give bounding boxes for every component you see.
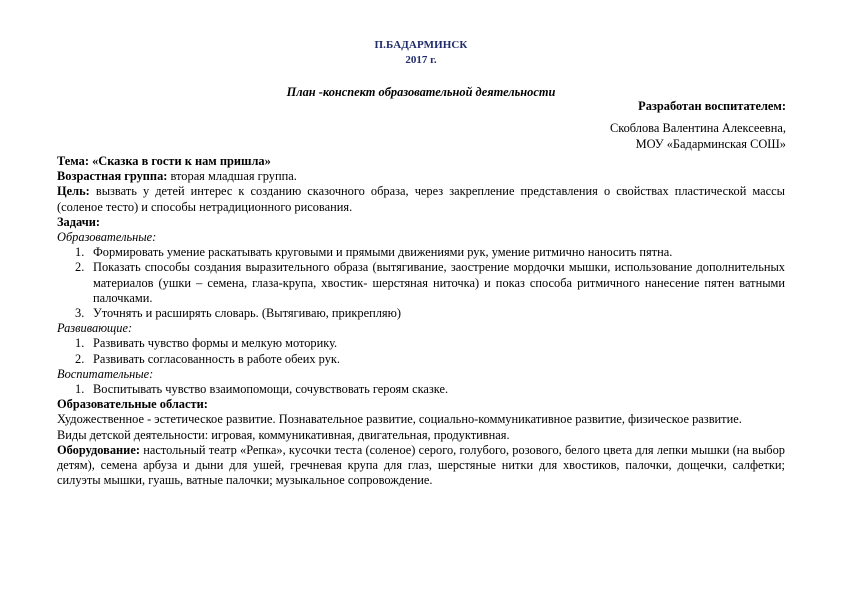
activities-line bbox=[57, 428, 785, 443]
activities-label: Виды детской деятельности: bbox=[57, 427, 209, 442]
equipment-value: настольный театр «Репка», кусочки теста (соленое) серого, голубого, розового, белого цвета для лепки мышки (на выбор детям), семена арбуза и дыни для ушей, гречневая крупа для глаз, шерстяные нитки для хвостиков, палочки, дощечки, салфетки; силуэты мышки, гуашь, ватные палочки; музыкальное сопровождение. bbox=[57, 442, 785, 488]
educational-tasks-list bbox=[57, 245, 785, 321]
activities-value: игровая, коммуникативная, двигательная, продуктивная. bbox=[208, 427, 510, 442]
goal-label: Цель: bbox=[57, 184, 90, 199]
list-item-text: Развивать чувство формы и мелкую моторику. bbox=[93, 336, 338, 351]
list-item: 1. Формировать умение раскатывать круговыми и прямыми движениями рук, умение ритмично наносить пятна. bbox=[75, 245, 673, 260]
developing-tasks-list bbox=[57, 336, 785, 366]
list-item-text: Формировать умение раскатывать круговыми и прямыми движениями рук, умение ритмично наносить пятна. bbox=[93, 245, 673, 260]
place-heading: П.БАДАРМИНСК bbox=[374, 39, 468, 51]
author-organization: МОУ «Бадарминская СОШ» bbox=[635, 137, 786, 151]
theme-line bbox=[57, 154, 785, 169]
goal-value: вызвать у детей интерес к созданию сказочного образа, через закрепление представления о свойствах пластической массы (соленое тесто) и способы нетрадиционного рисования. bbox=[57, 184, 785, 214]
areas-heading: Образовательные области: bbox=[57, 397, 208, 412]
developing-tasks-heading: Развивающие: bbox=[57, 321, 133, 336]
theme-label: Тема: bbox=[57, 154, 89, 168]
equipment-label: Оборудование: bbox=[57, 442, 140, 457]
list-item: 1. Воспитывать чувство взаимопомощи, сочувствовать героям сказке. bbox=[75, 382, 449, 397]
age-group-label: Возрастная группа: bbox=[57, 169, 168, 184]
list-item: 2. Показать способы создания выразительного образа (вытягивание, заострение мордочки мышки, использование дополнительных материалов (ушки – семена, глаза-крупа, хвостик- шерстяная ниточка) и показ способа ритмичного нанесение пятен ватными палочками. bbox=[75, 260, 785, 305]
document-title: План -конспект образовательной деятельности bbox=[286, 85, 556, 99]
author-label: Разработан воспитателем: bbox=[638, 99, 786, 113]
equipment-paragraph bbox=[57, 443, 785, 489]
upbringing-tasks-heading: Воспитательные: bbox=[57, 366, 154, 381]
list-item-text: Показать способы создания выразительного образа (вытягивание, заострение мордочки мышки, использование дополнительных материалов (ушки – семена, глаза-крупа, хвостик- шерстяная ниточка) и показ способа ритмичного нанесение пятен ватными палочками. bbox=[93, 260, 785, 305]
list-item-text: Развивать согласованность в работе обеих рук. bbox=[93, 351, 341, 366]
educational-tasks-heading: Образовательные: bbox=[57, 230, 157, 245]
goal-paragraph bbox=[57, 184, 785, 214]
areas-paragraph: Художественное - эстетическое развитие. Познавательное развитие, социально-коммуникативное развитие, физическое развитие. bbox=[57, 412, 742, 427]
theme-value: «Сказка в гости к нам пришла» bbox=[88, 154, 271, 168]
tasks-heading: Задачи: bbox=[57, 214, 100, 229]
document-body bbox=[57, 154, 785, 488]
list-item: 3. Уточнять и расширять словарь. (Вытягиваю, прикрепляю) bbox=[75, 306, 401, 321]
age-group-line bbox=[57, 169, 785, 184]
upbringing-tasks-list bbox=[57, 382, 785, 397]
age-group-value: вторая младшая группа. bbox=[167, 169, 297, 184]
year-heading: 2017 г. bbox=[405, 54, 437, 66]
list-item: 2. Развивать согласованность в работе обеих рук. bbox=[75, 351, 341, 366]
author-name: Скоблова Валентина Алексеевна, bbox=[609, 121, 786, 135]
list-item: 1. Развивать чувство формы и мелкую моторику. bbox=[75, 336, 338, 351]
list-item-text: Воспитывать чувство взаимопомощи, сочувствовать героям сказке. bbox=[93, 382, 449, 397]
list-item-text: Уточнять и расширять словарь. (Вытягиваю, прикрепляю) bbox=[93, 306, 401, 321]
